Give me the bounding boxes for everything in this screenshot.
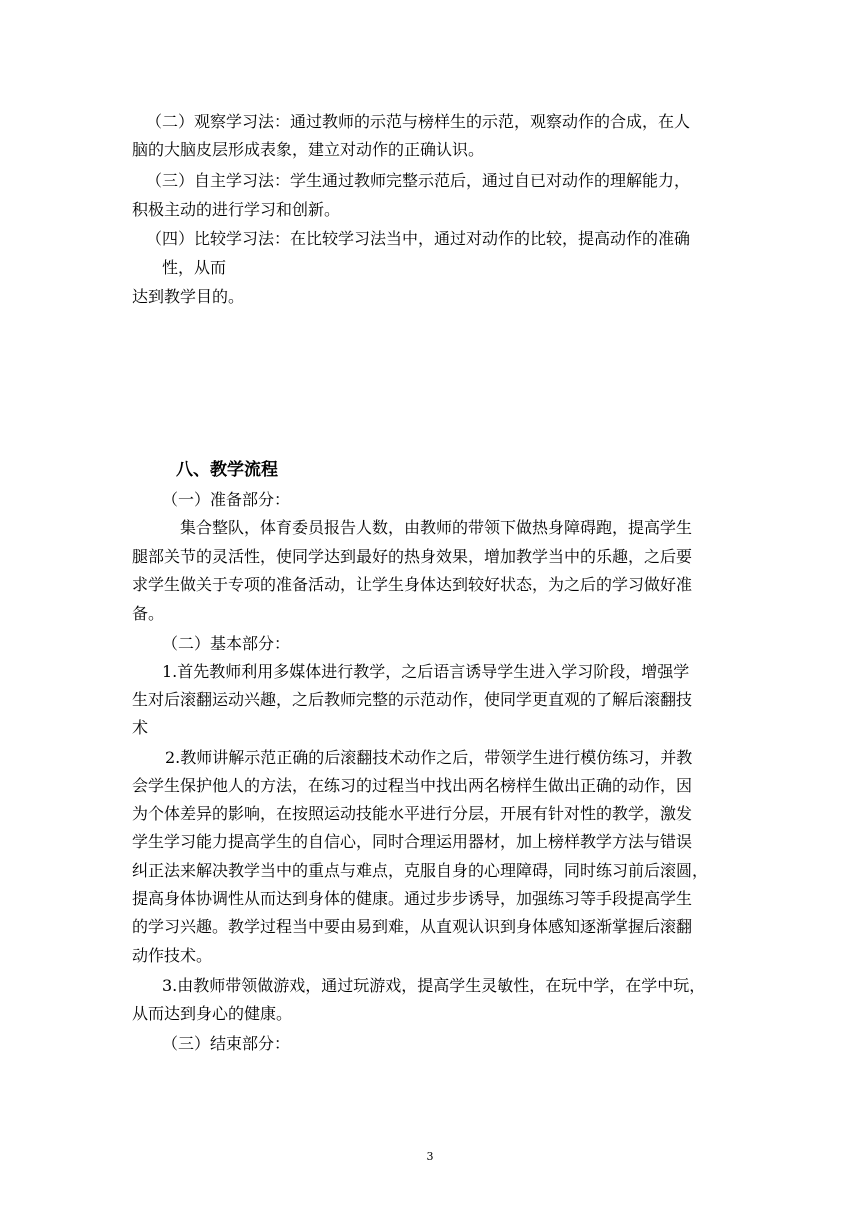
subheading-basic: （二）基本部分： <box>162 634 291 653</box>
subheading-ending: （三）结束部分： <box>162 1034 291 1053</box>
basic-item2-line-8: 动作技术。 <box>132 946 213 965</box>
method-observation-line-1: （二）观察学习法：通过教师的示范与榜样生的示范，观察动作的合成，在人 <box>146 112 691 131</box>
method-comparison-line-3: 达到教学目的。 <box>132 287 245 306</box>
section-heading-teaching-process: 八、教学流程 <box>176 460 278 480</box>
preparation-paragraph-line-1: 集合整队，体育委员报告人数，由教师的带领下做热身障碍跑，提高学生 <box>180 518 693 537</box>
method-self-study-line-2: 积极主动的进行学习和创新。 <box>132 200 341 219</box>
method-self-study-line-1: （三）自主学习法：学生通过教师完整示范后，通过自已对动作的理解能力， <box>146 171 691 190</box>
basic-item2-line-2: 会学生保护他人的方法，在练习的过程当中找出两名榜样生做出正确的动作，因 <box>132 776 693 795</box>
method-observation-line-2: 脑的大脑皮层形成表象，建立对动作的正确认识。 <box>132 140 485 159</box>
basic-item3-line-2: 从而达到身心的健康。 <box>132 1004 293 1023</box>
basic-item2-line-5: 纠正法来解决教学当中的重点与难点，克服自身的心理障碍，同时练习前后滚圆， <box>132 861 709 880</box>
preparation-paragraph-line-3: 求学生做关于专项的准备活动，让学生身体达到较好状态，为之后的学习做好准 <box>132 575 693 594</box>
subheading-preparation: （一）准备部分： <box>162 490 291 509</box>
basic-item2-line-4: 学生学习能力提高学生的自信心，同时合理运用器材，加上榜样教学方法与错误 <box>132 832 693 851</box>
basic-item1-line-1: 1.首先教师利用多媒体进行教学，之后语言诱导学生进入学习阶段，增强学 <box>162 662 690 681</box>
page-number: 3 <box>426 1150 434 1163</box>
method-comparison-line-1: （四）比较学习法：在比较学习法当中，通过对动作的比较，提高动作的准确 <box>146 229 691 248</box>
basic-item2-line-3: 为个体差异的影响，在按照运动技能水平进行分层，开展有针对性的教学，激发 <box>132 804 693 823</box>
method-comparison-line-2: 性，从而 <box>162 258 227 277</box>
basic-item3-line-1: 3.由教师带领做游戏，通过玩游戏，提高学生灵敏性，在玩中学，在学中玩， <box>162 976 706 995</box>
preparation-paragraph-line-4: 备。 <box>132 604 165 623</box>
basic-item2-line-1: 2.教师讲解示范正确的后滚翻技术动作之后，带领学生进行模仿练习，并教 <box>165 748 693 767</box>
basic-item2-line-6: 提高身体协调性从而达到身体的健康。通过步步诱导，加强练习等手段提高学生 <box>132 889 693 908</box>
basic-item1-line-2: 生对后滚翻运动兴趣，之后教师完整的示范动作，使同学更直观的了解后滚翻技 <box>132 690 693 709</box>
preparation-paragraph-line-2: 腿部关节的灵活性，使同学达到最好的热身效果，增加教学当中的乐趣，之后要 <box>132 547 693 566</box>
basic-item1-line-3: 术 <box>132 718 149 737</box>
basic-item2-line-7: 的学习兴趣。教学过程当中要由易到难，从直观认识到身体感知逐渐掌握后滚翻 <box>132 917 693 936</box>
